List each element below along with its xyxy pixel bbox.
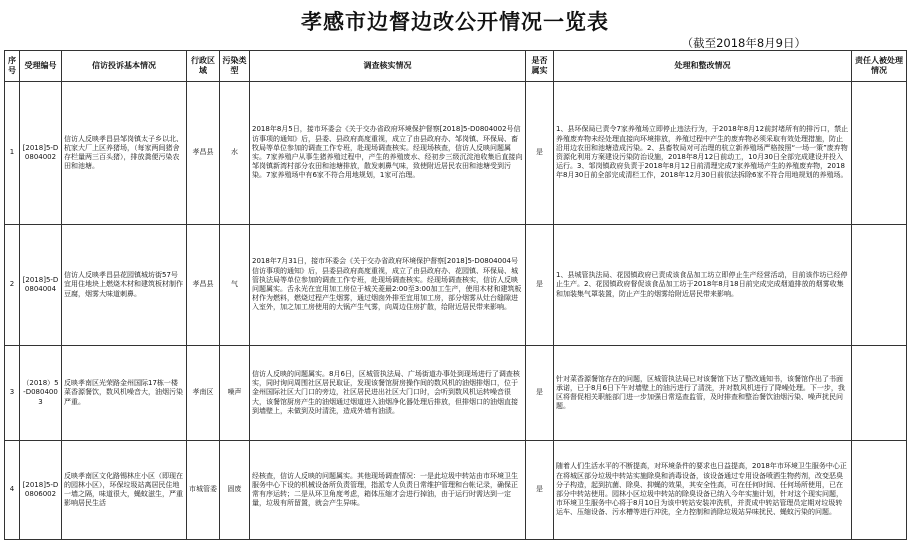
cell-seq: 4 bbox=[5, 441, 20, 540]
header-accountability: 责任人被处理情况 bbox=[852, 51, 907, 82]
cell-accountability bbox=[852, 441, 907, 540]
table-row bbox=[5, 346, 907, 441]
cell-seq: 2 bbox=[5, 225, 20, 346]
cell-district: 市城管委 bbox=[187, 441, 220, 540]
disclosure-table bbox=[4, 50, 907, 540]
cell-district: 孝南区 bbox=[187, 346, 220, 441]
cell-pollution: 固废 bbox=[220, 441, 250, 540]
cell-district: 孝昌县 bbox=[187, 82, 220, 225]
cell-accountability bbox=[852, 346, 907, 441]
table-row bbox=[5, 82, 907, 225]
cell-handling: 1、县环保局已责令7家养殖场立即停止违法行为，于2018年8月12前封堵所有的排污口，禁止养殖废弃物未经处理直接向环境排放，养殖过程中产生的废弃物必须采取有效处理措施，防止沿用边农田和池塘造成污染。2、县畜牧局对可治理的杭立新养殖场严格按照“一场一策”废弃物资源化利用方案建设污染防治设施，2018年8月12日前动工，10月30日全部完成建设并投入运行。3、邹岗镇政府负责于2018年8月12日前清理完成7家养殖场产生的养殖废弃物，2018年8月30日前全部完成清栏工作，2018年12月30日前依法拆除6家不符合用地规划的养殖场。 bbox=[554, 82, 852, 225]
cell-pollution: 水 bbox=[220, 82, 250, 225]
cell-investigation: 经核查，信访人反映的问题属实。其他现场调查情况：一是此垃圾中转站由市环境卫生服务中心下设的机械设备所负责管理，指派专人负责日常维护管理和台帐记录，确保正常有序运转；二是从环卫角度考虑，箱体压缩才会进行掉油，由于运行时需达到一定量，垃圾有所留置，就会产生异味。 bbox=[250, 441, 526, 540]
header-complaint: 信访投诉基本情况 bbox=[62, 51, 187, 82]
cell-case-no: [2018]5-D0804004 bbox=[20, 225, 62, 346]
cell-investigation: 2018年7月31日，接市环委会《关于交办省政府环境保护督察[2018]5-D0804004号信访事项的通知》后，县委县政府高度重视，成立了由县政府办、花园镇、环保局、城管执法局等单位参加的调查工作专班，赴现场调查核实。经现场调查核实，信访人反映问题属实。舌永光在宜用加工房位于城关菱最2:00至3:00加工生产，使用木材和建筑板材作为燃料，燃烧过程产生烟雾，通过烟囱外排至宜用加工房，部分烟雾从灶台缝隙进入室外，加之加工房使用的大锅产生气雾，向周边住房扩散，给附近居民带来影响。 bbox=[250, 225, 526, 346]
cell-case-no: （2018）5-D0804003 bbox=[20, 346, 62, 441]
header-investigation: 调查核实情况 bbox=[250, 51, 526, 82]
cell-verified: 是 bbox=[526, 346, 554, 441]
cell-handling: 针对菜香源餐馆存在的问题，区城管执法局已对该餐馆下达了整改通知书，该餐馆作出了书面承诺，已于8月6日下午对墙壁上的油污进行了清洗，并对数风机进行了降噪处理。下一步，我区将督促相关职能部门进一步加强日常巡查监管，及时排查和整治餐饮油烟污染、噪声扰民问题。 bbox=[554, 346, 852, 441]
cell-complaint: 信访人反映孝昌县花园镇城坊街57号宜用住地块上燃烧木材和建筑板材制作豆腐，烟雾大味道刺鼻。 bbox=[62, 225, 187, 346]
cell-verified: 是 bbox=[526, 225, 554, 346]
cell-complaint: 信访人反映孝昌县邹岗镇太子乡以北、杭家大厂上区养猪场，（每家两间猪舍存栏量两三百头猪），排放粪便污染农田和池塘。 bbox=[62, 82, 187, 225]
cell-pollution: 气 bbox=[220, 225, 250, 346]
cell-seq: 3 bbox=[5, 346, 20, 441]
cell-seq: 1 bbox=[5, 82, 20, 225]
page-title: 孝感市边督边改公开情况一览表 bbox=[301, 10, 609, 34]
cell-case-no: [2018]5-D0806002 bbox=[20, 441, 62, 540]
cell-investigation: 2018年8月5日，接市环委会《关于交办省政府环境保护督察[2018]5-D0804002号信访事项的通知》后，县委、县政府高度重视，成立了由县政府办、邹岗镇、环保局、畜牧局等单位参加的调查工作专班，赴现场调查核实。经现场核查，信访人反映问题属实。7家养殖户从事生猪养殖过程中，产生的养殖废水、经初步三级沉淀池收集后直接向邹岗镇新湾村部分农田和池塘排放，散发刺鼻气味，致使附近居民农田和池塘受到污染。7家养殖场中有6家不符合用地规划，1家可治理。 bbox=[250, 82, 526, 225]
cell-verified: 是 bbox=[526, 441, 554, 540]
table-row bbox=[5, 225, 907, 346]
date-subtitle: （截至2018年8月9日） bbox=[681, 36, 806, 50]
cell-handling: 随着人们生活水平的不断提高，对环境条件的要求也日益提高，2018年市环境卫生服务中心正在将城区部分垃圾中转站实施除臭和消毒设备，该设备通过专用设备喷洒生物药剂，改变恶臭分子构造，起到抗菌、除臭、抑蝇的效果，其安全性高，可在任何时间、任何场所使用，已在部分中转站使用。园林小区垃圾中转站的除臭设备已纳入今年实施计划，针对这个现实问题，市环境卫生服务中心将于8月10日为该中转站安装冲洗机，并责成中转站管理员定期对垃圾转运车、压缩设备、污水槽等进行冲洗，全力控制和消除垃圾站异味扰民、蝇蚊污染的问题。 bbox=[554, 441, 852, 540]
cell-complaint: 反映孝南区光荣路金州国际17栋一楼菜香源餐饮，数风机噪音大，油烟污染严重。 bbox=[62, 346, 187, 441]
header-pollution: 污染类型 bbox=[220, 51, 250, 82]
header-verified: 是否属实 bbox=[526, 51, 554, 82]
cell-investigation: 信访人反映的问题属实。8月6日，区城管执法局、广场街道办事处到现场进行了调查核实，同时询问周围社区居民取证，发现该餐馆厨房操作间的数风机的油烟排烟口，位于金州国际社区大门口的旁边，社区居民进出社区大门口时，会听到数风机运转噪音很大，该餐馆厨房产生的油烟通过烟道进入油烟净化器处理后排放，但排烟口的油烟直接到墙壁上，未做到及时清洗，造成外墙有油渍。 bbox=[250, 346, 526, 441]
cell-accountability bbox=[852, 225, 907, 346]
cell-accountability bbox=[852, 82, 907, 225]
cell-case-no: [2018]5-D0804002 bbox=[20, 82, 62, 225]
cell-complaint: 反映孝南区文化路锡林庄小区（即现在的园林小区），环保垃圾站离居民住地一墙之隔，味道很大，蝇蚊滋生，严重影响居民生活 bbox=[62, 441, 187, 540]
table-row bbox=[5, 441, 907, 540]
header-case-no: 受理编号 bbox=[20, 51, 62, 82]
cell-district: 孝昌县 bbox=[187, 225, 220, 346]
cell-pollution: 噪声 bbox=[220, 346, 250, 441]
header-handling: 处理和整改情况 bbox=[554, 51, 852, 82]
header-district: 行政区域 bbox=[187, 51, 220, 82]
cell-handling: 1、县城管执法局、花园镇政府已责成该食品加工坊立即停止生产经营活动，目前该作坊已经停止生产。2、花园镇政府督促该食品加工坊于2018年8月18日前完成完成烟道排放的烟雾收集和加装集气罩装置，防止产生的烟雾给附近居民带来影响。 bbox=[554, 225, 852, 346]
cell-verified: 是 bbox=[526, 82, 554, 225]
table-header-row bbox=[5, 51, 907, 82]
header-seq: 序号 bbox=[5, 51, 20, 82]
